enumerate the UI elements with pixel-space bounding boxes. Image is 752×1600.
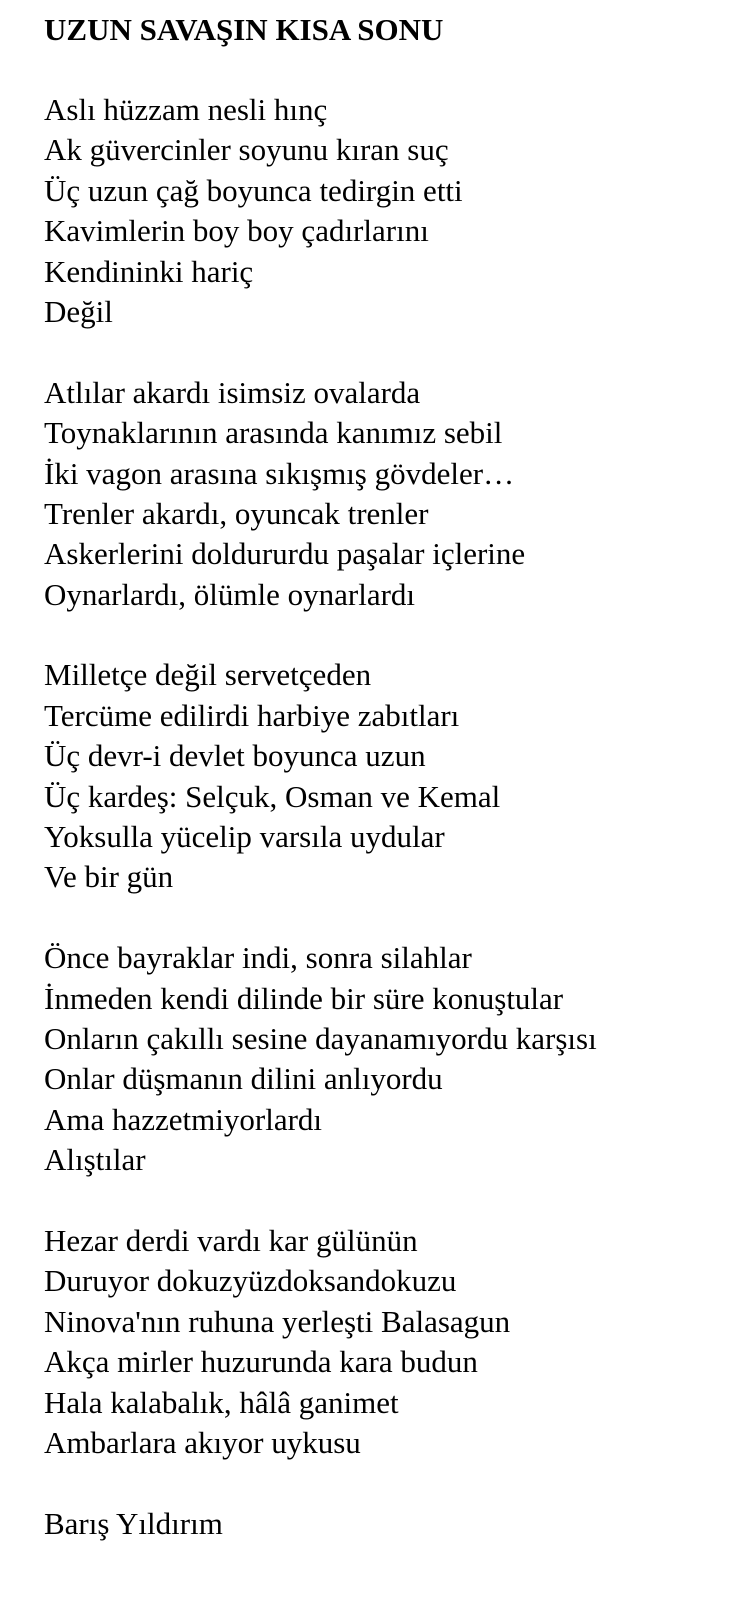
- poem-line: Trenler akardı, oyuncak trenler: [44, 495, 429, 531]
- poem-line: Değil: [44, 293, 113, 329]
- stanza-2: [44, 373, 744, 615]
- poem-line: Milletçe değil servetçeden: [44, 657, 372, 693]
- poem-line: Üç uzun çağ boyunca tedirgin etti: [44, 172, 463, 208]
- poem-line: Ninova'nın ruhuna yerleşti Balasagun: [44, 1303, 511, 1339]
- poem-line: Akça mirler huzurunda kara budun: [44, 1344, 478, 1380]
- stanza-4: [44, 938, 744, 1180]
- poem-line: Hala kalabalık, hâlâ ganimet: [44, 1384, 399, 1420]
- poem-body: [44, 90, 744, 1463]
- poem-line: Yoksulla yücelip varsıla uydular: [44, 819, 445, 855]
- poem-line: Atlılar akardı isimsiz ovalarda: [44, 374, 421, 410]
- poem-line: Kendininki hariç: [44, 253, 254, 289]
- poem-line: Ve bir gün: [44, 859, 174, 895]
- poem-line: Ak güvercinler soyunu kıran suç: [44, 132, 449, 168]
- poem-line: Alıştılar: [44, 1142, 146, 1178]
- poem-line: Kavimlerin boy boy çadırlarını: [44, 213, 429, 249]
- stanza-1: [44, 90, 744, 332]
- poem-line: Aslı hüzzam nesli hınç: [44, 92, 328, 127]
- poem-line: Hezar derdi vardı kar gülünün: [44, 1222, 418, 1258]
- poem-line: Önce bayraklar indi, sonra silahlar: [44, 940, 472, 976]
- poem-line: Onlar düşmanın dilini anlıyordu: [44, 1061, 443, 1097]
- poem-line: İnmeden kendi dilinde bir süre konuştular: [44, 980, 564, 1016]
- stanza-5: [44, 1221, 744, 1463]
- poem-line: Onların çakıllı sesine dayanamıyordu karşısı: [44, 1020, 597, 1056]
- poem-line: Askerlerini doldururdu paşalar içlerine: [44, 536, 526, 572]
- poem-line: Duruyor dokuzyüzdoksandokuzu: [44, 1263, 457, 1299]
- poem-line: Ama hazzetmiyorlardı: [44, 1101, 323, 1137]
- poem-line: Üç kardeş: Selçuk, Osman ve Kemal: [44, 778, 501, 814]
- poem-line: Toynaklarının arasında kanımız sebil: [44, 415, 503, 451]
- poem-title: UZUN SAVAŞIN KISA SONU: [44, 12, 444, 47]
- poem-line: Üç devr-i devlet boyunca uzun: [44, 738, 426, 774]
- poem-page: [44, 10, 744, 1544]
- poem-author: Barış Yıldırım: [44, 1505, 223, 1541]
- poem-line: İki vagon arasına sıkışmış gövdeler…: [44, 455, 515, 491]
- stanza-3: [44, 655, 744, 897]
- poem-line: Oynarlardı, ölümle oynarlardı: [44, 576, 416, 612]
- poem-line: Ambarlara akıyor uykusu: [44, 1424, 361, 1460]
- poem-line: Tercüme edilirdi harbiye zabıtları: [44, 697, 460, 733]
